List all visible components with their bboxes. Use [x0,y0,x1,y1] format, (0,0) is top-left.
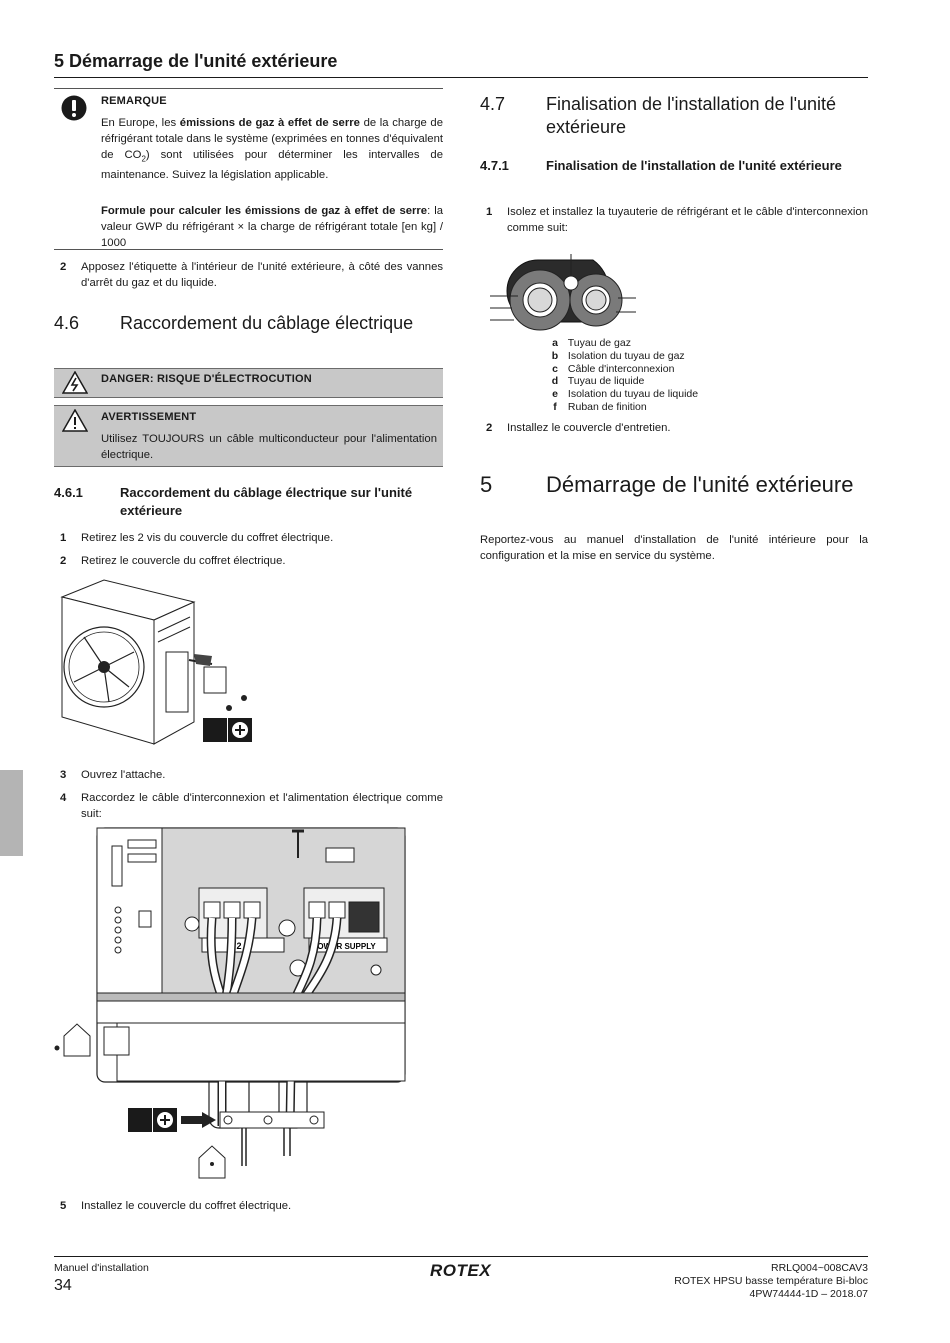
notice-paragraph-2: Formule pour calculer les émissions de gaz à effet de serre: la valeur GWP du réfrigérant × la charge de réfrigérant totale [en kg] / 1000 [101,205,444,249]
legend-item: e Isolation du tuyau de liquide [552,388,699,401]
electric-warning-icon [62,371,88,394]
step-461-3: 3 Ouvrez l'attache. [60,769,166,781]
footer-manual-title: Manuel d'installation [54,1262,149,1274]
exclamation-icon [61,95,87,121]
warning-text: Utilisez TOUJOURS un câble multiconducteur pour l'alimentation électrique. [101,433,437,461]
danger-title: DANGER: RISQUE D'ÉLECTROCUTION [101,373,312,385]
page-header-title: 5 Démarrage de l'unité extérieure [54,51,338,71]
section-5-text: Reportez-vous au manuel d'installation de l'unité intérieure pour la configuration et la mise en service du système. [480,534,868,562]
power-supply-label: POWER SUPPLY [312,942,376,951]
step-471-1: 1 Isolez et installez la tuyauterie de réfrigérant et le câble d'interconnexion comme suit: [486,206,868,234]
chapter-tab [0,770,23,856]
footer-doc-info: RRLQ004~008CAV3 ROTEX HPSU basse température Bi-bloc 4PW74444-1D – 2018.07 [674,1262,868,1300]
footer-rule [54,1256,868,1257]
terminals-label: 1 2 3 [229,941,250,951]
warning-box [54,405,443,467]
notice-box [54,88,443,250]
section-4-7-heading: 4.7 Finalisation de l'installation de l'unité extérieure [480,94,837,137]
section-4-6-heading: 4.6 Raccordement du câblage électrique [54,313,414,333]
warning-title: AVERTISSEMENT [101,411,197,423]
warning-triangle-icon [62,409,88,432]
section-4-6-1-heading: 4.6.1 Raccordement du câblage électrique sur l'unité extérieure [54,485,413,518]
step-461-1: 1 Retirez les 2 vis du couvercle du coffret électrique. [60,532,334,544]
legend-item: f Ruban de finition [553,400,647,413]
step-461-4: 4 Raccordez le câble d'interconnexion et l'alimentation électrique comme suit: [60,792,443,820]
page-header [54,50,868,78]
page-number: 34 [54,1277,72,1294]
section-4-7-1-heading: 4.7.1 Finalisation de l'installation de l'unité extérieure [480,158,842,173]
notice-paragraph-1: En Europe, les émissions de gaz à effet de serre de la charge de réfrigérant totale dans le système (exprimées en tonnes d'équivalent de $CO_2$) sont utilisées pour déterminer les intervalles de maintenance. Suivez la législation applicable. [101,117,443,182]
step-461-2: 2 Retirez le couvercle du coffret électrique. [60,555,286,567]
legend-item: b Isolation du tuyau de gaz [551,349,685,362]
legend-item: c Câble d'interconnexion [552,362,675,375]
danger-box [54,368,443,398]
wiring-illustration [54,826,406,1186]
step-471-2: 2 Installez le couvercle d'entretien. [486,422,671,434]
notice-title: REMARQUE [101,95,167,107]
rotex-logo: ROTEX [430,1261,492,1280]
legend-item: a Tuyau de gaz [552,337,631,349]
section-5-heading: 5 Démarrage de l'unité extérieure [480,472,854,497]
step-label: 2 Apposez l'étiquette à l'intérieur de l'unité extérieure, à côté des vannes d'arrêt du gaz et du liquide. [60,261,443,289]
step-461-5: 5 Installez le couvercle du coffret électrique. [60,1200,292,1212]
pipe-insulation-illustration [488,250,648,332]
legend-item: d Tuyau de liquide [551,375,645,388]
pipe-legend [545,337,698,414]
outdoor-unit-illustration [54,572,254,752]
